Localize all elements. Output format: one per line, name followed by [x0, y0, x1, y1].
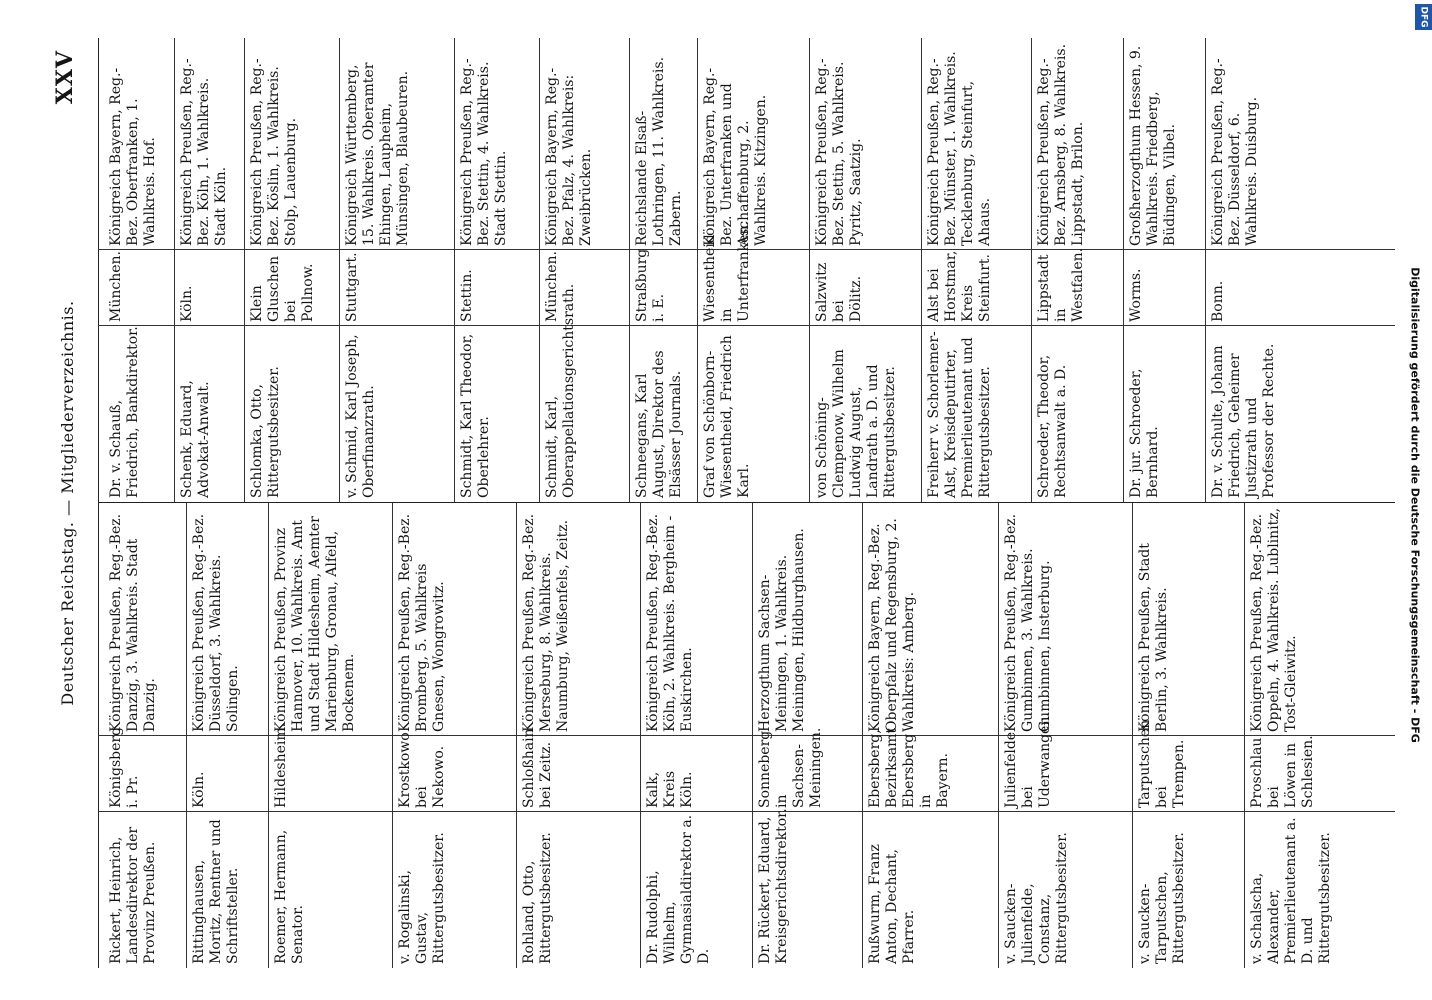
table-row [752, 503, 863, 968]
table-row [697, 38, 810, 502]
member-place: Alst bei Horstmar, Kreis Steinfurt. [926, 250, 993, 322]
member-name: Dr. Rudolphi, Wilhelm, Gymnasialdirektor a. D. [645, 814, 712, 964]
member-place: Straßburg i. E. [634, 248, 667, 322]
right-column [98, 38, 1395, 502]
member-name: Schenk, Eduard, Advokat-Anwalt. [179, 380, 212, 498]
member-district: Königreich Preußen, Reg.-Bez. Düsseldorf, 6. Wahlkreis. Duisburg. [1210, 58, 1260, 246]
table-row [392, 503, 517, 968]
member-place: Klein Gluschen bei Pollnow. [249, 255, 316, 322]
member-name: Freiherr v. Schorlemer-Alst, Kreisdeputirter, Premierlieutenant und Rittergutsbesitzer. [926, 331, 993, 498]
member-district: Königreich Preußen, Reg.-Bez. Münster, 1. Wahlkreis. Tecklenburg, Steinfurt, Ahaus. [926, 51, 993, 246]
table-row [539, 38, 630, 502]
member-place: Königsberg i. Pr. [108, 726, 141, 808]
member-place: Tarputschen bei Trempen. [1137, 719, 1187, 808]
member-district: Königreich Preußen, Reg.-Bez. Köln, 1. Wahlkreis. Stadt Köln. [179, 58, 229, 246]
table-row [862, 503, 999, 968]
member-place: Stuttgart. [344, 252, 360, 322]
table-row [629, 38, 698, 502]
member-district: Königreich Preußen, Reg.-Bez. Gumbinnen, 3. Wahlkreis. Gumbinnen, Insterburg. [1003, 513, 1053, 732]
member-place: Lippstadt in Westfalen. [1036, 247, 1086, 322]
member-district: Königreich Württemberg, 15. Wahlkreis. Oberamter Ehingen, Laupheim, Münsingen, Blaubeuren. [344, 62, 411, 246]
member-name: Dr. v. Schauß, Friedrich, Bankdirektor. [108, 326, 141, 498]
member-name: Rußwurm, Franz Anton, Dechant, Pfarrer. [867, 844, 917, 964]
table-row [454, 38, 540, 502]
member-place: Hildesheim. [273, 722, 289, 808]
table-row [640, 503, 753, 968]
member-name: Schneegans, Karl August, Direktor des Elsässer Journals. [634, 350, 684, 498]
member-name: von Schöning-Clempenow, Wilhelm Ludwig August, Landrath a. D. und Rittergutsbesitzer. [814, 349, 898, 498]
member-district: Königreich Preußen, Reg.-Bez. Stettin, 4. Wahlkreis. Stadt Stettin. [459, 58, 509, 246]
member-place: Worms. [1128, 268, 1144, 322]
member-district: Königreich Bayern, Reg.-Bez. Oberpfalz und Regensburg, 2. Wahlkreis: Amberg. [867, 518, 917, 732]
member-name: Schmidt, Karl Theodor, Oberlehrer. [459, 333, 492, 498]
member-place: Proschlau bei Löwen in Schlesien. [1249, 735, 1316, 808]
member-name: Rickert, Heinrich, Landesdirektor der Provinz Preußen. [108, 826, 158, 964]
member-name: Schlomka, Otto, Rittergutsbesitzer. [249, 366, 282, 498]
member-name: Rittinghausen, Moritz, Rentner und Schriftsteller. [191, 819, 241, 964]
table-row [244, 38, 340, 502]
member-district: Königreich Preußen, Reg.-Bez. Bromberg, 5. Wahlkreis Gnesen, Wongrowitz. [397, 513, 447, 732]
table-row [921, 38, 1032, 502]
running-head [50, 38, 90, 968]
member-place: Krostkowo bei Nekowo. [397, 732, 447, 808]
member-name: v. Saucken-Julienfelde, Constanz, Rittergutsbesitzer. [1003, 832, 1070, 964]
table-row [104, 503, 186, 968]
member-name: Graf von Schönborn-Wiesentheid, Friedrich Karl. [702, 335, 752, 498]
member-name: v. Saucken-Tarputschen, Rittergutsbesitzer. [1137, 832, 1187, 964]
table-row [1031, 38, 1124, 502]
member-name: Dr. v. Schulte, Johann Friedrich, Geheimer Justizrath und Professor der Rechte. [1210, 343, 1277, 498]
member-place: Köln. [179, 285, 195, 322]
member-place: München. [108, 251, 124, 322]
left-column [98, 502, 1395, 968]
member-district: Königreich Bayern, Reg.-Bez. Oberfranken, 1. Wahlkreis. Hof. [108, 67, 158, 246]
table-row [1123, 38, 1206, 502]
member-name: Dr. Rückert, Eduard, Kreisgerichtsdirektor. [757, 808, 790, 964]
table-row [104, 38, 174, 502]
member-district: Königreich Preußen, Stadt Berlin, 3. Wahlkreis. [1137, 543, 1170, 732]
table-row [998, 503, 1133, 968]
digitization-note: Digitalisierung gefördert durch die Deutsche Forschungsgemeinschaft - DFG [1408, 267, 1422, 743]
member-place: Sonneberg in Sachsen-Meiningen. [757, 727, 824, 808]
member-name: v. Schalscha, Alexander, Premierlieutenant a. D. und Rittergutsbesitzer. [1249, 817, 1333, 964]
table-row [186, 503, 269, 968]
member-district: Königreich Preußen, Reg.-Bez. Stettin, 5. Wahlkreis. Pyritz, Saatzig. [814, 58, 864, 246]
member-district: Königreich Preußen, Reg.-Bez. Köslin, 1. Wahlkreis. Stolp, Lauenburg. [249, 58, 299, 246]
table-row [516, 503, 641, 968]
member-name: Roemer, Hermann, Senator. [273, 829, 306, 964]
member-district: Königreich Bayern, Reg.-Bez. Pfalz, 4. Wahlkreis: Zweibrücken. [544, 67, 594, 246]
member-list [98, 38, 1395, 968]
member-district: Königreich Preußen, Reg.-Bez. Oppeln, 4. Wahlkreis. Lublinitz, Tost-Gleiwitz. [1249, 507, 1299, 732]
member-place: Bonn. [1210, 280, 1226, 322]
member-name: Rohland, Otto, Rittergutsbesitzer. [521, 832, 554, 964]
table-row [268, 503, 393, 968]
member-name: v. Rogalinski, Gustav, Rittergutsbesitzer. [397, 832, 447, 964]
member-district: Königreich Preußen, Reg.-Bez. Arnsberg, 8. Wahlkreis. Lippstadt, Brilon. [1036, 43, 1086, 246]
member-name: v. Schmid, Karl Joseph, Oberfinanzrath. [344, 334, 377, 498]
member-district: Großherzogthum Hessen, 9. Wahlkreis. Friedberg, Büdingen, Vilbel. [1128, 45, 1178, 246]
member-place: Salzwitz bei Dölitz. [814, 262, 864, 322]
member-name: Schmidt, Karl, Oberappellationsgerichtsrath. [544, 283, 577, 498]
running-title: Deutscher Reichstag. — Mitgliederverzeichnis. [58, 300, 77, 706]
member-district: Königreich Preußen, Provinz Hannover, 10. Wahlkreis. Amt und Stadt Hildesheim, Aemter Marienburg, Gronau, Alfeld, Bockenem. [273, 516, 357, 732]
member-district: Herzogthum Sachsen-Meiningen, 1. Wahlkreis. Meiningen, Hildburghausen. [757, 528, 807, 732]
table-row [1132, 503, 1245, 968]
member-name: Dr. jur. Schroeder, Bernhard. [1128, 368, 1161, 498]
table-row [809, 38, 922, 502]
member-name: Schroeder, Theodor, Rechtsanwalt a. D. [1036, 354, 1069, 498]
table-row [1244, 503, 1387, 968]
member-district: Königreich Preußen, Reg.-Bez. Danzig, 3. Wahlkreis. Stadt Danzig. [108, 513, 158, 732]
member-place: München. [544, 251, 560, 322]
member-district: Königreich Preußen, Reg.-Bez. Düsseldorf, 3. Wahlkreis. Solingen. [191, 513, 241, 732]
page-number: XXV [52, 50, 78, 105]
member-district: Königreich Preußen, Reg.-Bez. Köln, 2. Wahlkreis. Bergheim - Euskirchen. [645, 513, 695, 732]
member-district: Reichslande Elsaß-Lothringen, 11. Wahlkreis. Zabern. [634, 56, 684, 246]
member-district: Königreich Bayern, Reg.-Bez. Unterfranken und Aschaffenburg, 2. Wahlkreis. Kitzingen. [702, 67, 769, 246]
member-place: Kalk, Kreis Köln. [645, 770, 695, 808]
member-place: Wiesentheid in Unterfranken. [702, 221, 752, 322]
member-place: Stettin. [459, 269, 475, 322]
document-page [50, 38, 1395, 968]
dfg-logo: DFG [1415, 4, 1432, 30]
member-place: Schloßhain bei Zeitz. [521, 728, 554, 808]
member-place: Julienfelde bei Uderwangen. [1003, 712, 1053, 808]
member-place: Köln. [191, 771, 207, 808]
table-row [174, 38, 245, 502]
member-district: Königreich Preußen, Reg.-Bez. Merseburg, 8. Wahlkreis. Naumburg, Weißenfels, Zeitz. [521, 513, 571, 732]
table-row [339, 38, 455, 502]
table-row [1205, 38, 1302, 502]
member-place: Ebersberg, Bezirksamt Ebersberg in Bayern. [867, 727, 951, 808]
